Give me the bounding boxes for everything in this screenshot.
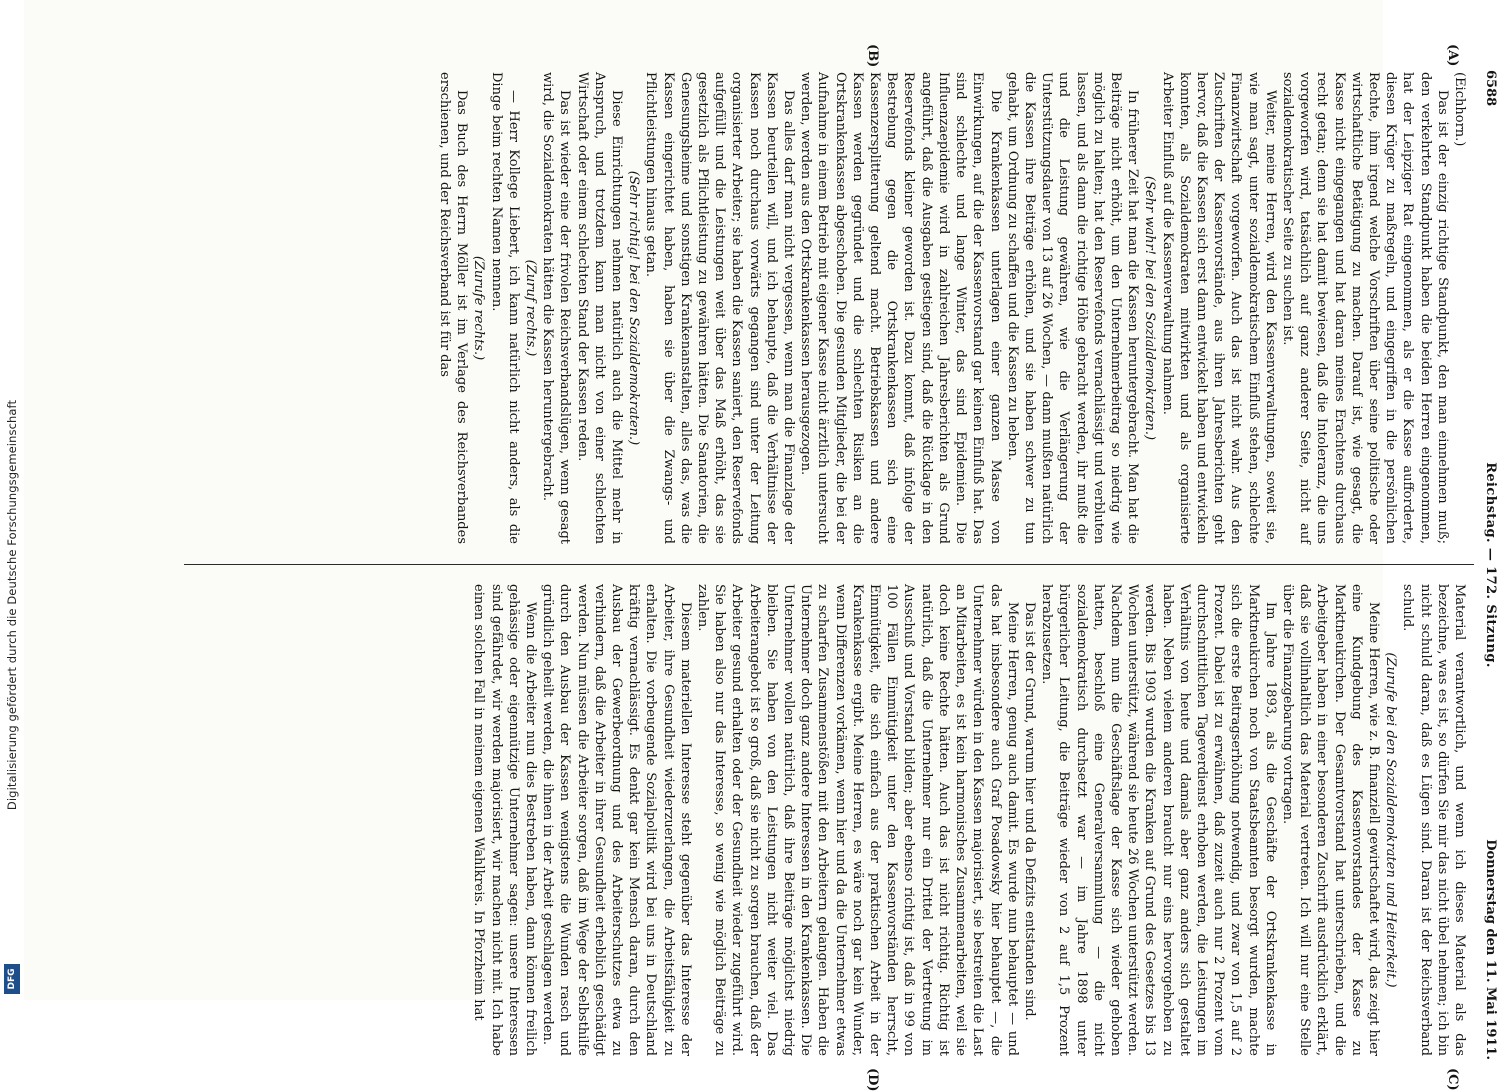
scanned-page xyxy=(180,44,1500,1092)
paragraph: Diese Einrichtungen nehmen natürlich auch die Mittel mehr in Anspruch, und trotzdem kann man nicht von einer schlechten Wirtschaft oder einem schlechten Stand der Kassen reden. xyxy=(574,72,625,544)
right-text-column xyxy=(470,584,1468,1056)
page-title: Reichstag. — 172. Sitzung. xyxy=(1483,462,1498,668)
paragraph: Das ist der Grund, warum hier und da Defizits entstanden sind. xyxy=(1021,602,1037,1021)
interjection: (Sehr richtig! bei den Sozialdemokraten.) xyxy=(626,170,642,446)
paragraph: Das alles darf man nicht vergessen, wenn man die Finanzlage der Kassen beurteilen will, und ich behaupte, daß die Verhältnisse der Kassen noch durchaus vorwärts gegangen sind unter der Leitung organisierter Arbeiter; sie haben die Kassen saniert, den Reservefonds aufgefüllt und die Leistungen weit über das Maß erhöht, das sie gesetzlich als Pflichtleistung zu gewähren hätten. Die Sanatorien, die Genesungsheime und sonstigen Krankenanstalten, alles das, was die Kassen eingerichtet haben, haben sie über die Zwangs- und Pflichtleistungen hinaus getan. xyxy=(643,72,797,544)
paragraph: — Herr Kollege Liebert, ich kann natürlich nicht anders, als die Dinge beim rechten Namen nennen. xyxy=(488,72,521,544)
interjection: (Sehr wahr! bei den Sozialdemokraten.) xyxy=(1142,175,1158,441)
interjection: (Zuruf rechts.) xyxy=(523,259,539,357)
paragraph: Meine Herren, wie z. B. finanziell gewirtschaftet wird, das zeigt hier eine Kundgebung des Kassenvorstandes der Kasse zu Marktneukirchen. Der Gesamtvorstand hat unterschrieben, und die Arbeitgeber haben in einer besonderen Zuschrift ausdrücklich erklärt, daß sie vollinhaltlich das Material vertreten. Ich will nur eine Stelle über die Finanzgebarung vortragen. xyxy=(1279,584,1381,1056)
interjection: (Zurufe bei den Sozialdemokraten und Heiterkeit.) xyxy=(1383,652,1399,988)
margin-mark-c: (C) xyxy=(1445,1068,1460,1091)
margin-mark-d: (D) xyxy=(865,1068,880,1092)
paragraph: Die Krankenkassen unterlagen einer ganzen Masse von Einwirkungen, auf die der Kassenvorstand gar keinen Einfluß hat. Das sind schlechte und lange Winter, das sind Epidemien. Die Influenzaepidemie wird in zahlreichen Jahresberichten als Grund angeführt, daß die Ausgaben gestiegen sind, daß die Rücklage in den Reservefonds kleiner geworden ist. Dazu kommt, daß infolge der Bestrebung gegen die Ortskrankenkassen sich eine Kassenzersplitterung geltend macht. Betriebskassen und andere Kassen werden gegründet und die schlechten Risiken an die Ortskrankenkassen abgeschoben. Die gesunden Mitglieder, die bei der Aufnahme in einem Betrieb mit eigener Kasse nicht ärztlich untersucht werden, werden aus den Ortskrankenkassen herausgezogen. xyxy=(798,72,1003,544)
margin-mark-b: (B) xyxy=(865,44,880,68)
paragraph: Meine Herren, genug auch damit. Es wurde nun behauptet — und das hat insbesondere auch Graf Posadowsky hier behauptet —, die Unternehmer würden in den Kassen majorisiert, sie bestreiten die Last an Mitarbeiten, es ist kein harmonisches Zusammenarbeiten, weil sie doch keine Rechte hätten. Auch das ist nicht richtig. Richtig ist natürlich, daß die Unternehmer nur ein Drittel der Vertretung im Ausschuß und Vorstand bilden; aber ebenso richtig ist, daß in 99 von 100 Fällen Einmütigkeit unter den Kassenvorständen herrscht, Einmütigkeit, die sich einfach aus der praktischen Arbeit in der Krankenkasse ergibt. Meine Herren, es wäre noch gar kein Wunder, wenn Differenzen vorkämen, wenn hier und da die Unternehmer etwas zu scharfen Zusammenstößen mit den Arbeitern gelangen. Haben die Unternehmer doch ganz andere Interessen in den Krankenkassen. Die Unternehmer wollen natürlich, daß ihre Beiträge möglichst niedrig bleiben. Sie haben von den Leistungen nicht weiter viel. Das Arbeiterangebot ist so groß, daß sie nicht zu sorgen brauchen, daß der Arbeiter gesund erhalten oder der Gesundheit wieder zugeführt wird. Sie haben also nur das Interesse, so wenig wie möglich Beiträge zu zahlen. xyxy=(695,584,1020,1056)
paragraph: Diesem materiellen Interesse steht gegenüber das Interesse der Arbeiter, ihre Gesundheit wiederzuerlangen, die Arbeitsfähigkeit zu erhalten. Die vorbeugende Sozialpolitik wird bei uns in Deutschland kräftig vernachlässigt. Es denkt gar kein Mensch daran, durch den Ausbau der Gewerbeordnung und des Arbeiterschutzes etwa zu verhindern, daß die Arbeiter in ihrer Gesundheit erheblich geschädigt werden. Nun müssen die Arbeiter sorgen, daß im Wege der Selbsthilfe durch den Ausbau der Kassen wenigstens die Wunden rasch und gründlich geheilt werden, die ihnen in der Arbeit geschlagen werden. xyxy=(540,584,693,1056)
digitization-credit-strip xyxy=(0,0,24,1000)
paragraph: Im Jahre 1893, als die Geschäfte der Ortskrankenkasse in Marktneukirchen noch von Staatsbeamten besorgt wurden, machte sich die erste Beitragserhöhung notwendig, und zwar von 1,5 auf 2 Prozent. Dabei ist zu erwähnen, daß zuzeit auch nur 2 Prozent vom durchschnittlichen Tageverdienst erhoben werden, die Leistungen im Verhältnis von heute und damals aber ganz anders sich gestaltet haben. Neben vielem anderen braucht nur eins hervorgehoben zu werden. Bis 1903 wurden die Kranken auf Grund des Gesetzes bis 13 Wochen unterstützt, während sie heute 26 Wochen unterstützt werden. Nachdem nun die Geschäftslage der Kasse sich wieder gehoben hatten, beschloß eine Generalversammlung — die nicht sozialdemokratisch durchsetzt war — im Jahre 1898 unter bürgerlicher Leitung, die Beiträge wieder von 2 auf 1,5 Prozent herabzusetzen. xyxy=(1039,584,1278,1056)
paragraph: In früherer Zeit hat man die Kassen heruntergebracht. Man hat die Beiträge nicht erhöht, um den Unternehmerbeitrag so niedrig wie möglich zu halten; hat den Reservefonds vernachlässigt und verbluten lassen, und als dann die richtige Höhe gebracht werden, ihr mußt die und die Leistung gewähren, wie die Verlängerung der Unterstützungsdauer von 13 auf 26 Wochen, — dann mußten natürlich die Kassen ihre Beiträge erhöhen, und sie haben schwer zu tun gehabt, um Ordnung zu schaffen und die Kassen zu heben. xyxy=(1004,72,1141,544)
paragraph: Das ist wieder eine der frivolen Reichsverbandslügen, wenn gesagt wird, die Sozialdemokraten hätten die Kassen heruntergebracht. xyxy=(540,72,573,544)
speaker-name: (Eichhorn.) xyxy=(1452,72,1467,147)
page-number: 6588 xyxy=(1483,70,1498,107)
paragraph: Das ist der einzig richtige Standpunkt, den man einnehmen muß; den verkehrten Standpunkt haben die beiden Herren eingenommen, hat der Leipziger Rat eingenommen, als er die Kasse aufforderte, diesen Krüger zu maßregeln, und eingegriffen in die persönlichen Rechte, ihm irgend welche Vorschriften über seine politische oder wirtschaftliche Betätigung zu machen. Darauf ist, wie gesagt, die Kasse nicht eingegangen und hat daran meines Erachtens durchaus recht getan; denn sie hat damit bewiesen, daß die Intoleranz, die uns vorgeworfen wird, tatsächlich auf ganz anderer Seite, nicht auf sozialdemokratischer Seite zu suchen ist. xyxy=(1279,72,1450,544)
paragraph: Das Buch des Herrn Möller ist im Verlage des Reichsverbandes erschienen, und der Reichsverband ist für das xyxy=(437,72,470,544)
left-text-column xyxy=(436,72,1468,544)
dfg-logo xyxy=(4,964,20,994)
page-header xyxy=(1478,70,1500,1060)
margin-mark-a: (A) xyxy=(1445,44,1460,67)
dfg-logo-text: DFG xyxy=(7,968,17,990)
paragraph: Material verantwortlich, und wenn ich dieses Material als das bezeichne, was es ist, so dürfen Sie mir das nicht übel nehmen; ich bin nicht schuld daran, daß es Lügen sind. Daran ist der Reichsverband schuld. xyxy=(1400,584,1467,1056)
digitization-credit-text: Digitalisierung gefördert durch die Deutsche Forschungsgemeinschaft xyxy=(5,399,19,811)
column-divider xyxy=(184,564,1474,565)
paragraph: Weiter, meine Herren, wird den Kassenverwaltungen, soweit sie, wie man sagt, unter sozialdemokratischem Einfluß stehen, schlechte Finanzwirtschaft vorgeworfen. Auch das ist nicht wahr. Aus den Zuschriften der Kassenvorstände, aus ihren Jahresberichten geht hervor, daß die Kassen sich erst dann entwickelt haben und entwickeln konnten, als Sozialdemokraten mitwirkten und als organisierte Arbeiter Einfluß auf die Kassenverwaltung nahmen. xyxy=(1159,72,1278,544)
page-date: Donnerstag den 11. Mai 1911. xyxy=(1483,839,1498,1060)
interjection: (Zurufe rechts.) xyxy=(471,255,487,361)
paragraph: Wenn die Arbeiter nun dies Bestreben haben, dann können freilich gehässige oder eigennützige Unternehmer sagen: unsere Interessen sind gefährdet, wir werden majorisiert, wir machen nicht mit. Ich habe einen solchen Fall in meinem eigenen Wahlkreis. In Pforzheim hat xyxy=(471,584,539,1056)
